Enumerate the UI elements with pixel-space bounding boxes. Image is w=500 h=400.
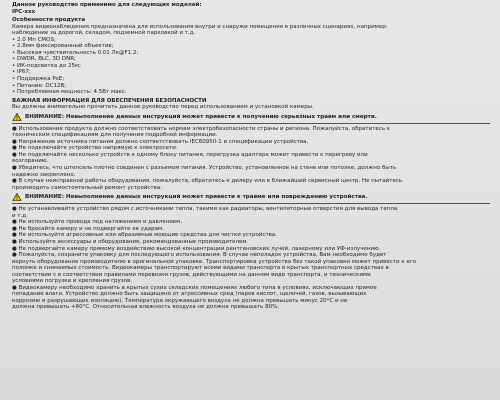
feature-item: • IP67; [12, 69, 31, 76]
warning-heading-serious [12, 113, 490, 121]
warning-item: ● Используйте аксессуары и оборудование, рекомендованные производителем. [12, 238, 249, 245]
intro-title: Данное руководство применимо для следующих моделей: [12, 2, 202, 8]
warning-divider [12, 202, 490, 204]
features-description-line-2: наблюдение за дорогой, складом, подземной парковкой и т.д. [12, 30, 196, 37]
warning-item: ● Не используйте провода под натяжением и давлением. [12, 219, 183, 226]
warning-item: производить самостоятельный ремонт устройства. [12, 184, 162, 191]
warning-item: коррозию и разрушающих изоляцию). Температура окружающего воздуха не должна превышать минус 20°С и не [12, 297, 348, 304]
warning-divider [12, 122, 490, 124]
feature-item: • Питание: DC12В; [12, 82, 67, 89]
warning-item: ● В случае неисправной работы оборудования, пожалуйста, обратитесь к дилеру или в ближайший сервисный центр. Не пытайтесь [12, 178, 403, 185]
warning-heading-text: ВНИМАНИЕ: Невыполнение данных инструкций может привести к травме или повреждению устройства. [25, 194, 368, 201]
warning-item: вернуть оборудование производителю в оригинальной упаковке. Транспортировка устройства без такой упаковки может привести к его [12, 258, 417, 265]
warning-item: техническим спецификациям для получения подробной информации. [12, 132, 218, 139]
model-name: IPC-xxx [12, 8, 36, 15]
feature-item: • Поддержка PoE; [12, 76, 65, 83]
safety-intro: Вы должны внимательно прочитать данное руководство перед использованием и установкой камеры. [12, 104, 314, 111]
warning-item: возгоранию. [12, 158, 49, 165]
feature-item: • 2.0 Мп CMOS; [12, 36, 56, 43]
feature-item: • DWDR, BLC, 3D DNR; [12, 56, 76, 63]
warning-item: поломке и снимаемых стоимость. Видеокамеры транспортируют всеми видами транспорта в крытых транспортных средствах в [12, 265, 389, 272]
warning-item: ● Пожалуйста, сохраните упаковку для последующего использования. В случае неполадок устройства, Вам необходимо будет [12, 252, 387, 259]
feature-item: • Потребляемая мощность: 4.5Вт макс. [12, 89, 127, 96]
warning-item: и т.д. [12, 212, 28, 219]
features-title: Особенности продукта [12, 17, 86, 24]
warning-triangle-icon [12, 113, 22, 121]
warning-item: ● Не используйте агрессивные или абразивные моющие средства для чистки устройства. [12, 232, 278, 239]
warning-triangle-icon [12, 193, 22, 201]
document-content [12, 2, 490, 311]
warning-item: ● Не подключайте несколько устройств к одному блоку питания, перегрузка адаптера может привести к перегреву или [12, 151, 368, 158]
warning-item: ● Не устанавливайте устройство рядом с источниками тепла, такими как радиаторы, вентиляторные отверстия для вывода тепла [12, 206, 398, 213]
warning-item: соответствии с в соответствии правилами перевозки грузов, действующими на данном виде транспорта, и техническими [12, 271, 371, 278]
warning-item: ● Видеокамеру необходимо хранить в крытых сухих складских помещениях любого типа в условиях, исключающих прямое [12, 284, 377, 291]
warning-item: условиями погрузки и крепления грузов. [12, 278, 133, 285]
warning-item: ● Не бросайте камеру и не подвергайте ее ударам. [12, 225, 164, 232]
warning-item: надежно закреплено. [12, 171, 76, 178]
feature-item: • 2.8мм фиксированный объектив; [12, 43, 114, 50]
safety-title: ВАЖНАЯ ИНФОРМАЦИЯ ДЛЯ ОБЕСПЕЧЕНИЯ БЕЗОПАСНОСТИ [12, 97, 207, 104]
feature-item: • Высокая чувствительность 0.01 Лк@F1.2; [12, 49, 139, 56]
warning-item: ● Не подключайте устройство напрямую к электросети. [12, 145, 178, 152]
warning-item: ● Напряжение источника питания должно соответствовать IEC60950-1 и спецификации устройства. [12, 138, 309, 145]
warning-item: ● Использование продукта должно соответствовать нормам электробезопасности страны и региона. Пожалуйста, обратитесь к [12, 125, 391, 132]
warning-item: ● Не подвергайте камеру прямому воздействию высокой концентрации рентгеновских лучей, лазерному или УФ-излучению. [12, 245, 381, 252]
warning-heading-injury [12, 193, 490, 201]
feature-item: • ИК-подсветка до 25м; [12, 62, 81, 69]
warning-heading-text: ВНИМАНИЕ: Невыполнение данных инструкций может привести к получению серьезных травм или смерти. [25, 113, 377, 120]
warning-item: попадание влаги. Устройство должно быть защищено от агрессивных сред (паров кислот, щелочей, газов, вызывающих [12, 291, 367, 298]
warning-item: должна превышать +60°С. Относительная влажность воздуха не должна превышать 80%. [12, 304, 280, 311]
features-description-line-1: Камера видеонаблюдения предназначена для использования внутри и снаружи помещения в различных сценариях, например: [12, 23, 388, 30]
warning-item: ● Убедитесь, что штепсель плотно соединен с разъемом питания. Устройство, установленное на стене или потолке, должно быть [12, 165, 397, 172]
